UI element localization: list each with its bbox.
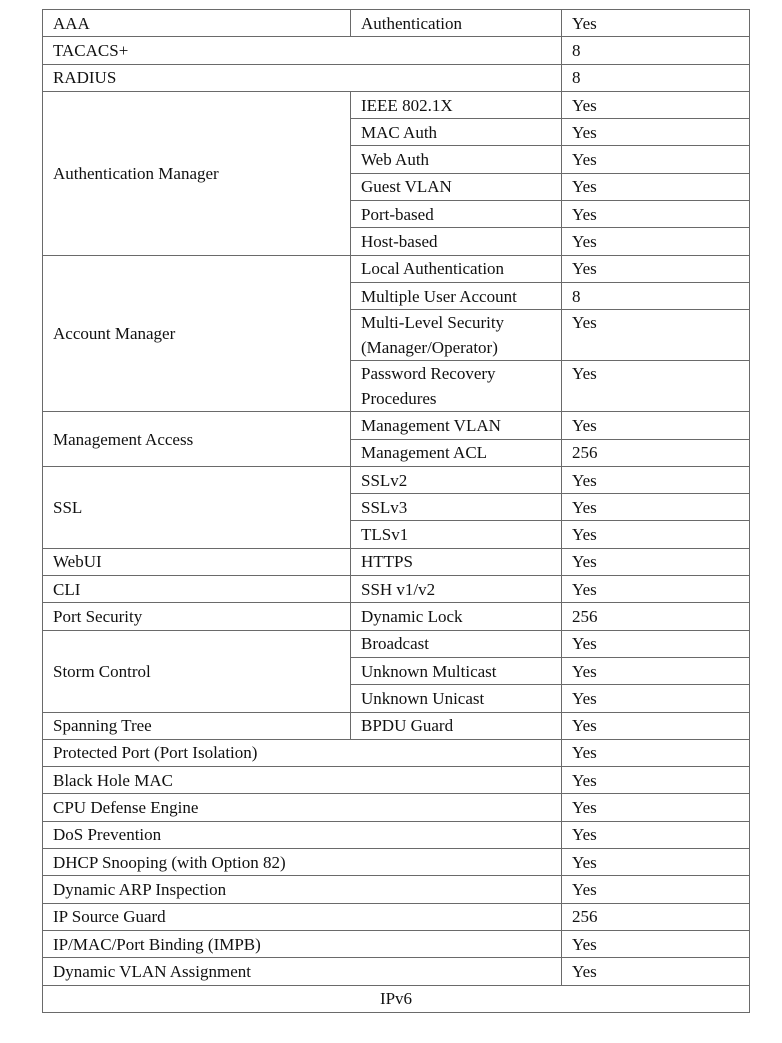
item-cell: IEEE 802.1X: [351, 91, 562, 118]
value-cell: Yes: [562, 10, 750, 37]
value-cell: Yes: [562, 361, 750, 412]
feature-cell: IP Source Guard: [43, 903, 562, 930]
table-row: [43, 91, 750, 118]
security-features-table: [42, 9, 750, 1013]
item-cell: Authentication: [351, 10, 562, 37]
value-cell: Yes: [562, 412, 750, 439]
table-row: [43, 849, 750, 876]
feature-cell: Authentication Manager: [43, 91, 351, 255]
feature-cell: WebUI: [43, 548, 351, 575]
item-cell: Password Recovery Procedures: [351, 361, 562, 412]
item-cell: Web Auth: [351, 146, 562, 173]
value-cell: Yes: [562, 821, 750, 848]
value-cell: 256: [562, 439, 750, 466]
table-row: [43, 548, 750, 575]
item-cell: SSH v1/v2: [351, 576, 562, 603]
value-cell: Yes: [562, 767, 750, 794]
feature-cell: Account Manager: [43, 255, 351, 412]
table-row: [43, 794, 750, 821]
item-cell: BPDU Guard: [351, 712, 562, 739]
table-row: [43, 739, 750, 766]
feature-cell: CPU Defense Engine: [43, 794, 562, 821]
value-cell: Yes: [562, 310, 750, 361]
feature-cell: CLI: [43, 576, 351, 603]
feature-cell: DHCP Snooping (with Option 82): [43, 849, 562, 876]
item-cell: Multiple User Account: [351, 282, 562, 309]
value-cell: Yes: [562, 494, 750, 521]
value-cell: Yes: [562, 876, 750, 903]
feature-cell: DoS Prevention: [43, 821, 562, 848]
feature-cell: IP/MAC/Port Binding (IMPB): [43, 930, 562, 957]
table-row: [43, 466, 750, 493]
feature-cell: RADIUS: [43, 64, 562, 91]
item-cell: Management ACL: [351, 439, 562, 466]
section-title: IPv6: [43, 985, 750, 1012]
value-cell: Yes: [562, 119, 750, 146]
table-row: [43, 712, 750, 739]
item-cell: HTTPS: [351, 548, 562, 575]
item-cell: Management VLAN: [351, 412, 562, 439]
table-row: [43, 603, 750, 630]
table-row: [43, 64, 750, 91]
feature-cell: Black Hole MAC: [43, 767, 562, 794]
item-cell: SSLv2: [351, 466, 562, 493]
value-cell: Yes: [562, 201, 750, 228]
table-row: [43, 876, 750, 903]
feature-cell: Port Security: [43, 603, 351, 630]
value-cell: Yes: [562, 173, 750, 200]
item-cell: Local Authentication: [351, 255, 562, 282]
item-cell: Guest VLAN: [351, 173, 562, 200]
value-cell: Yes: [562, 739, 750, 766]
value-cell: Yes: [562, 548, 750, 575]
value-cell: Yes: [562, 657, 750, 684]
item-cell: Unknown Unicast: [351, 685, 562, 712]
item-cell: Dynamic Lock: [351, 603, 562, 630]
table-row: [43, 903, 750, 930]
feature-cell: SSL: [43, 466, 351, 548]
value-cell: Yes: [562, 576, 750, 603]
table-row: [43, 255, 750, 282]
section-header-row: [43, 985, 750, 1012]
feature-cell: Dynamic ARP Inspection: [43, 876, 562, 903]
value-cell: Yes: [562, 930, 750, 957]
item-cell: Unknown Multicast: [351, 657, 562, 684]
value-cell: Yes: [562, 146, 750, 173]
value-cell: 256: [562, 603, 750, 630]
feature-cell: Spanning Tree: [43, 712, 351, 739]
value-cell: Yes: [562, 91, 750, 118]
table-row: [43, 767, 750, 794]
value-cell: Yes: [562, 794, 750, 821]
value-cell: Yes: [562, 466, 750, 493]
value-cell: 8: [562, 64, 750, 91]
table-row: [43, 576, 750, 603]
table-row: [43, 821, 750, 848]
value-cell: Yes: [562, 228, 750, 255]
value-cell: 256: [562, 903, 750, 930]
item-cell: TLSv1: [351, 521, 562, 548]
value-cell: Yes: [562, 630, 750, 657]
feature-cell: Protected Port (Port Isolation): [43, 739, 562, 766]
table-row: [43, 958, 750, 985]
value-cell: 8: [562, 37, 750, 64]
feature-cell: Management Access: [43, 412, 351, 467]
item-cell: SSLv3: [351, 494, 562, 521]
feature-cell: Dynamic VLAN Assignment: [43, 958, 562, 985]
value-cell: Yes: [562, 521, 750, 548]
item-cell: Broadcast: [351, 630, 562, 657]
value-cell: Yes: [562, 712, 750, 739]
item-cell: Port-based: [351, 201, 562, 228]
value-cell: Yes: [562, 958, 750, 985]
table-row: [43, 37, 750, 64]
feature-cell: Storm Control: [43, 630, 351, 712]
item-cell: Multi-Level Security (Manager/Operator): [351, 310, 562, 361]
value-cell: Yes: [562, 849, 750, 876]
value-cell: Yes: [562, 685, 750, 712]
item-cell: Host-based: [351, 228, 562, 255]
table-row: [43, 10, 750, 37]
table-row: [43, 412, 750, 439]
table-row: [43, 930, 750, 957]
value-cell: 8: [562, 282, 750, 309]
item-cell: MAC Auth: [351, 119, 562, 146]
feature-cell: TACACS+: [43, 37, 562, 64]
feature-cell: AAA: [43, 10, 351, 37]
table-row: [43, 630, 750, 657]
value-cell: Yes: [562, 255, 750, 282]
